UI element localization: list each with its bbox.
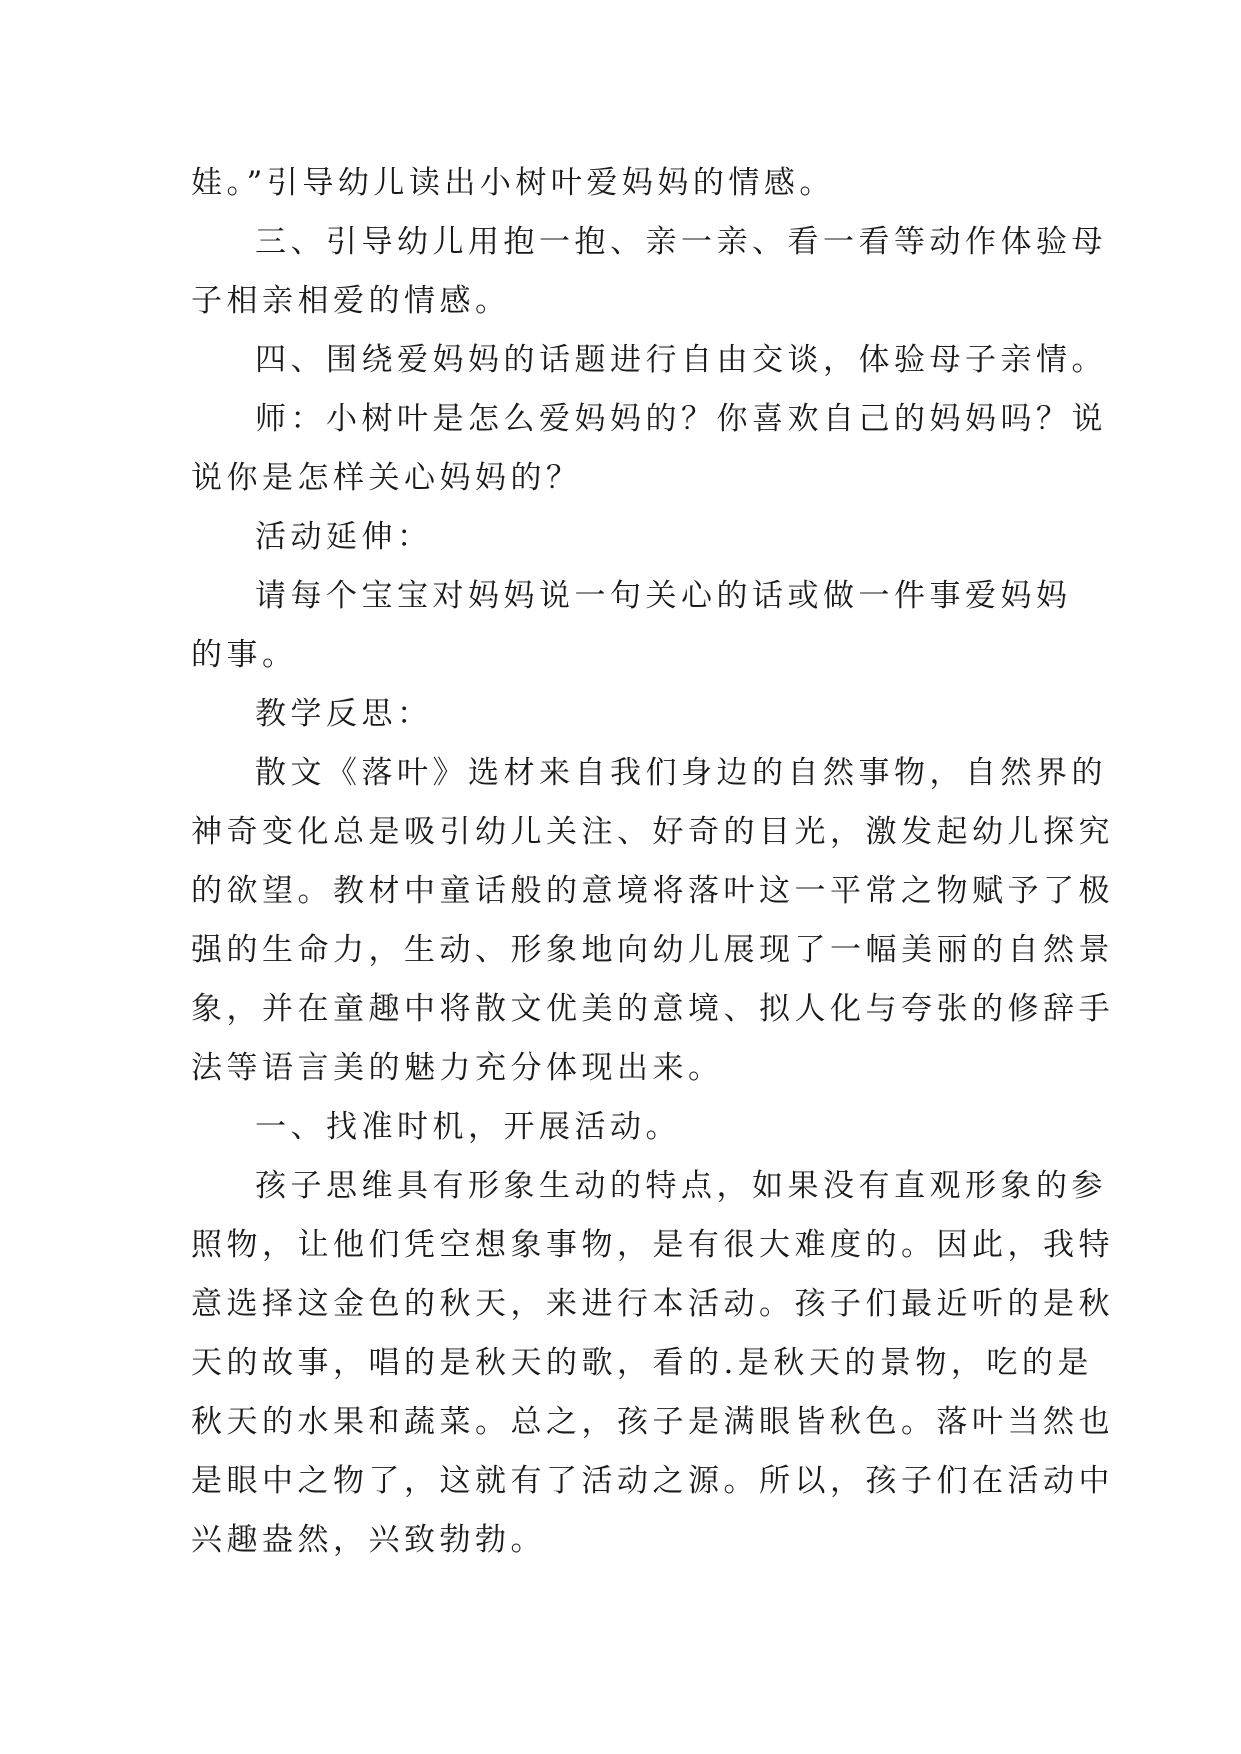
text-line: 法等语言美的魅力充分体现出来。 [191,1050,724,1086]
text-line: 象，并在童趣中将散文优美的意境、拟人化与夸张的修辞手 [191,991,1114,1027]
text-line: 娃。”引导幼儿读出小树叶爱妈妈的情感。 [191,165,835,201]
text-line: 兴趣盎然，兴致勃勃。 [191,1522,546,1558]
text-line: 的欲望。教材中童话般的意境将落叶这一平常之物赋予了极 [191,873,1114,909]
section-heading: 一、找准时机，开展活动。 [255,1109,681,1145]
section-heading: 教学反思： [255,696,433,732]
text-line: 散文《落叶》选材来自我们身边的自然事物，自然界的 [255,755,1107,791]
section-heading: 活动延伸： [255,519,433,555]
text-line: 请每个宝宝对妈妈说一句关心的话或做一件事爱妈妈 [255,578,1072,614]
text-line: 天的故事，唱的是秋天的歌，看的.是秋天的景物，吃的是 [191,1345,1093,1381]
text-line: 说你是怎样关心妈妈的？ [191,460,582,496]
text-line: 意选择这金色的秋天，来进行本活动。孩子们最近听的是秋 [191,1286,1114,1322]
text-line: 神奇变化总是吸引幼儿关注、好奇的目光，激发起幼儿探究 [191,814,1114,850]
text-line: 秋天的水果和蔬菜。总之，孩子是满眼皆秋色。落叶当然也 [191,1404,1114,1440]
text-line: 师：小树叶是怎么爱妈妈的？你喜欢自己的妈妈吗？说 [255,401,1107,437]
text-line: 四、围绕爱妈妈的话题进行自由交谈，体验母子亲情。 [255,342,1107,378]
text-line: 强的生命力，生动、形象地向幼儿展现了一幅美丽的自然景 [191,932,1114,968]
text-line: 三、引导幼儿用抱一抱、亲一亲、看一看等动作体验母 [255,224,1107,260]
document-body [191,154,1114,1570]
text-line: 照物，让他们凭空想象事物，是有很大难度的。因此，我特 [191,1227,1114,1263]
text-line: 子相亲相爱的情感。 [191,283,511,319]
text-line: 是眼中之物了，这就有了活动之源。所以，孩子们在活动中 [191,1463,1114,1499]
text-line: 的事。 [191,637,298,673]
text-line: 孩子思维具有形象生动的特点，如果没有直观形象的参 [255,1168,1107,1204]
